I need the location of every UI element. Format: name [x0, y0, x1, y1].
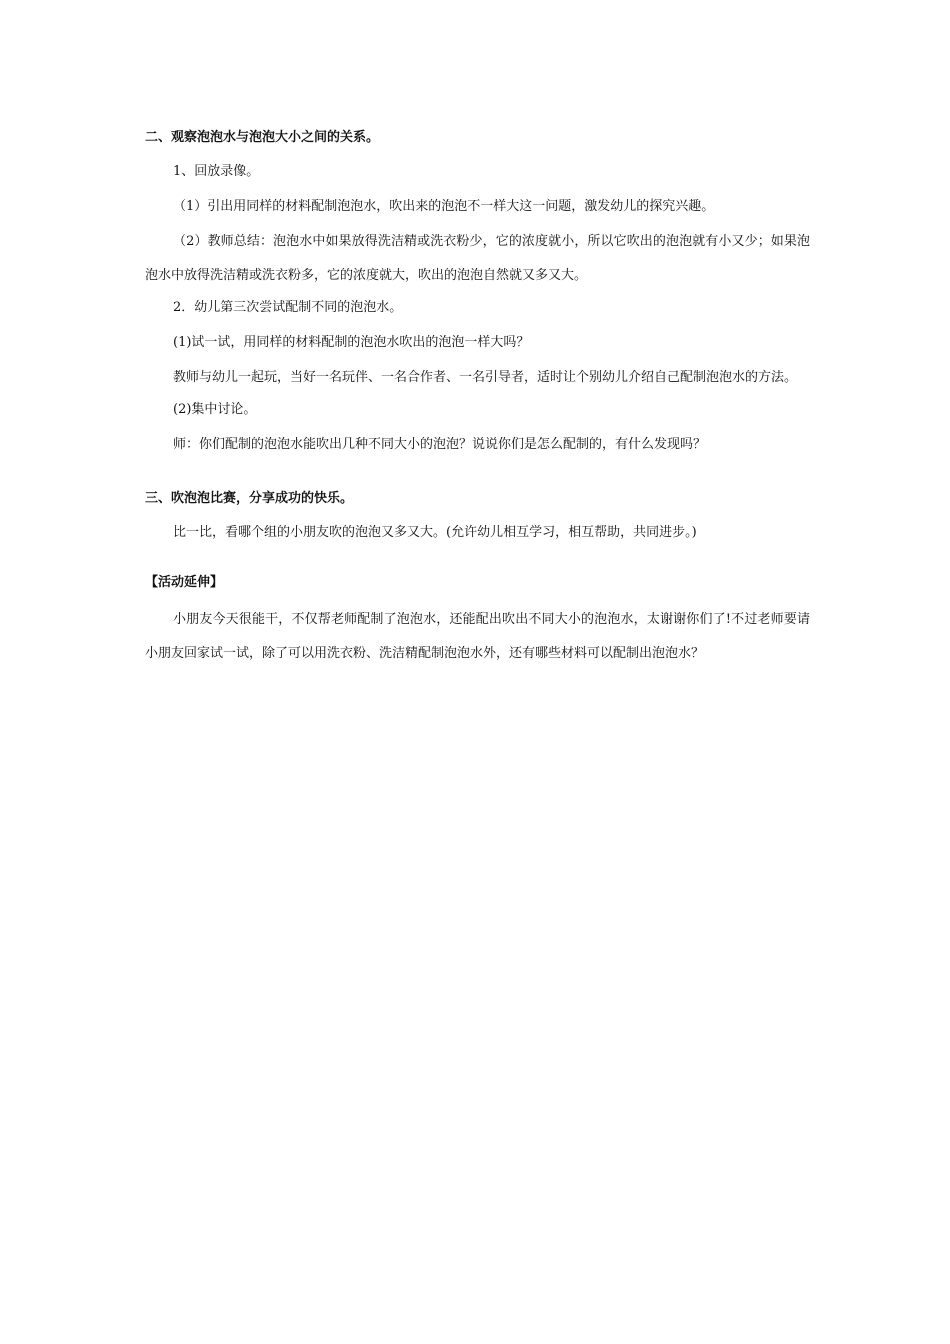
section-heading-competition: 三、吹泡泡比赛，分享成功的快乐。	[145, 491, 354, 506]
step-teacher-summary: （2）教师总结：泡泡水中如果放得洗洁精或洗衣粉少，它的浓度就小，所以它吹出的泡泡就有小又少；如果泡泡水中放得洗洁精或洗衣粉多，它的浓度就大，吹出的泡泡自然就又多又大。	[145, 234, 810, 283]
step-try-it: (1)试一试，用同样的材料配制的泡泡水吹出的泡泡一样大吗？	[173, 335, 530, 350]
step-raise-question: （1）引出用同样的材料配制泡泡水，吹出来的泡泡不一样大这一问题，激发幼儿的探究兴趣。	[173, 199, 715, 214]
extension-text: 小朋友今天很能干，不仅帮老师配制了泡泡水，还能配出吹出不同大小的泡泡水，太谢谢你们了!不过老师要请小朋友回家试一试，除了可以用洗衣粉、洗洁精配制泡泡水外，还有哪些材料可以配制出泡泡水？	[145, 612, 810, 661]
section-heading-observe: 二、观察泡泡水与泡泡大小之间的关系。	[145, 130, 380, 145]
step-third-attempt: 2．幼儿第三次尝试配制不同的泡泡水。	[173, 300, 403, 315]
section-heading-extension: 【活动延伸】	[145, 575, 224, 590]
step-teacher-play: 教师与幼儿一起玩，当好一名玩伴、一名合作者、一名引导者，适时让个别幼儿介绍自己配制泡泡水的方法。	[173, 370, 798, 385]
step-group-discussion: (2)集中讨论。	[173, 402, 257, 417]
step-teacher-question: 师：你们配制的泡泡水能吹出几种不同大小的泡泡？说说你们是怎么配制的，有什么发现吗？	[173, 437, 707, 452]
step-replay-video: 1、回放录像。	[173, 164, 260, 179]
competition-text: 比一比，看哪个组的小朋友吹的泡泡又多又大。(允许幼儿相互学习，相互帮助，共同进步。)	[173, 525, 697, 540]
document-body	[145, 126, 810, 674]
